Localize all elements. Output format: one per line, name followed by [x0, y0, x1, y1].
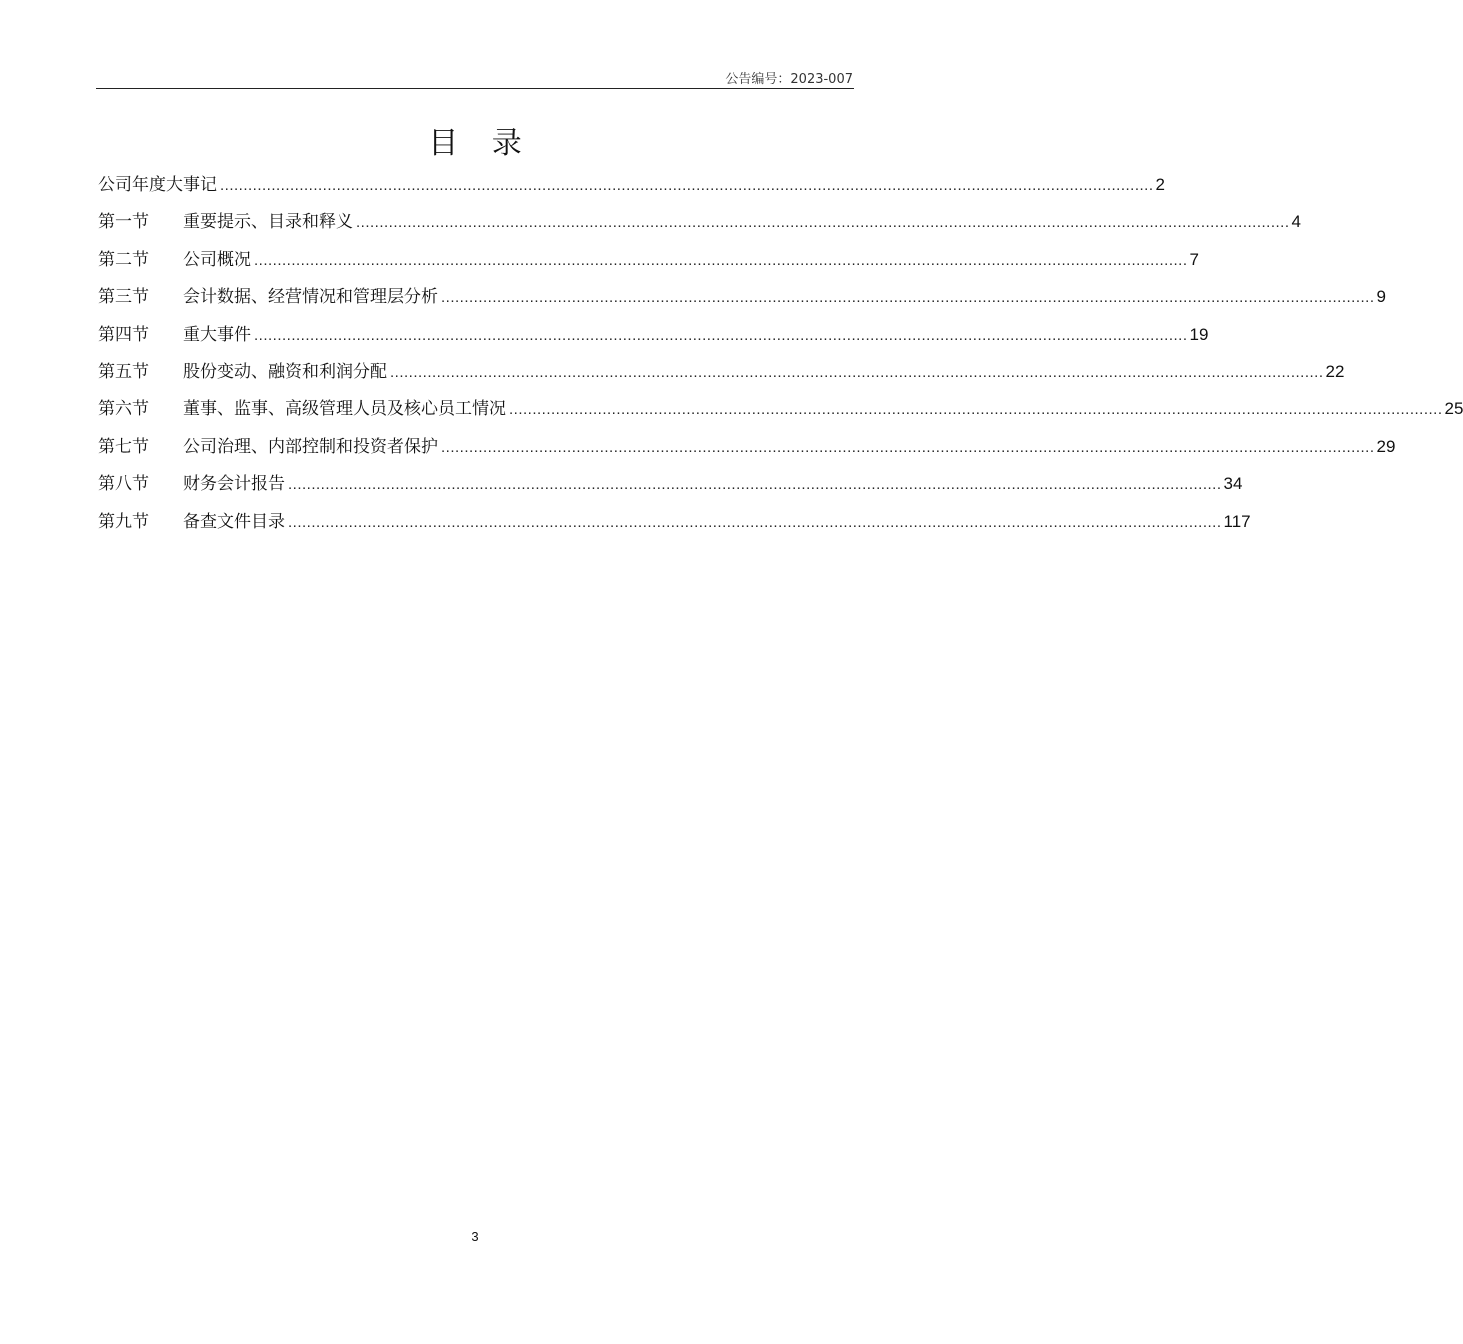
toc-entry-label: 公司年度大事记 [98, 175, 217, 195]
toc-entry-page: 34 [1223, 474, 1243, 494]
toc-entry-page: 7 [1189, 249, 1199, 269]
toc-entry-section-5[interactable] [98, 355, 1345, 392]
toc-entry-section: 第一节 [98, 212, 149, 233]
toc-entry-label: 备查文件目录 [183, 511, 285, 532]
toc-entry-page: 2 [1155, 175, 1165, 194]
toc-dot-leader: ........................................................................................................................................................................................................ [441, 438, 1375, 456]
toc-entry-annual-events[interactable] [98, 168, 1165, 205]
toc-entry-label: 公司概况 [183, 249, 251, 270]
toc-entry-section-2[interactable] [98, 243, 1199, 280]
toc-entry-label: 重要提示、目录和释义 [183, 212, 353, 233]
toc-entry-label: 重大事件 [183, 324, 251, 345]
page-number: 3 [471, 1229, 479, 1244]
toc-entry-section: 第三节 [98, 287, 149, 308]
toc-entry-page: 4 [1291, 212, 1301, 232]
toc-dot-leader: ........................................................................................................................................................................................................ [509, 401, 1443, 419]
toc-entry-section: 第二节 [98, 249, 149, 270]
toc-dot-leader: ........................................................................................................................................................................................................ [390, 363, 1324, 381]
toc-dot-leader: ........................................................................................................................................................................................................ [441, 289, 1375, 307]
toc-entry-section: 第四节 [98, 324, 149, 345]
toc-entry-page: 9 [1376, 287, 1386, 307]
toc-entry-section: 第七节 [98, 436, 149, 457]
toc-entry-page: 117 [1223, 511, 1251, 531]
toc-dot-leader: ........................................................................................................................................................................................................ [288, 476, 1222, 494]
toc-entry-section-3[interactable] [98, 280, 1386, 317]
toc-entry-page: 19 [1189, 324, 1209, 344]
toc-entry-section: 第八节 [98, 474, 149, 495]
announcement-code: 公告编号：2023-007 [725, 72, 853, 87]
header-rule [96, 88, 854, 89]
toc-entry-section: 第九节 [98, 511, 149, 532]
toc-dot-leader: ........................................................................................................................................................................................................ [220, 177, 1154, 194]
toc-dot-leader: ........................................................................................................................................................................................................ [356, 214, 1290, 232]
toc-dot-leader: ........................................................................................................................................................................................................ [254, 251, 1188, 269]
toc-title: 目 录 [428, 126, 534, 161]
toc-entry-section-6[interactable] [98, 392, 1463, 429]
toc-list [98, 168, 1463, 542]
toc-entry-section-7[interactable] [98, 430, 1396, 467]
toc-entry-section-4[interactable] [98, 318, 1209, 355]
toc-entry-section: 第六节 [98, 399, 149, 420]
toc-entry-label: 股份变动、融资和利润分配 [183, 361, 387, 382]
toc-entry-label: 公司治理、内部控制和投资者保护 [183, 436, 438, 457]
toc-entry-section-1[interactable] [98, 205, 1301, 242]
toc-entry-section: 第五节 [98, 361, 149, 382]
toc-entry-label: 董事、监事、高级管理人员及核心员工情况 [183, 399, 506, 420]
toc-entry-label: 会计数据、经营情况和管理层分析 [183, 287, 438, 308]
toc-dot-leader: ........................................................................................................................................................................................................ [288, 513, 1222, 531]
toc-entry-page: 29 [1376, 436, 1396, 456]
toc-entry-section-9[interactable] [98, 505, 1251, 542]
toc-dot-leader: ........................................................................................................................................................................................................ [254, 326, 1188, 344]
toc-entry-page: 22 [1325, 361, 1345, 381]
toc-entry-section-8[interactable] [98, 467, 1243, 504]
toc-entry-page: 25 [1444, 399, 1463, 419]
toc-entry-label: 财务会计报告 [183, 474, 285, 495]
